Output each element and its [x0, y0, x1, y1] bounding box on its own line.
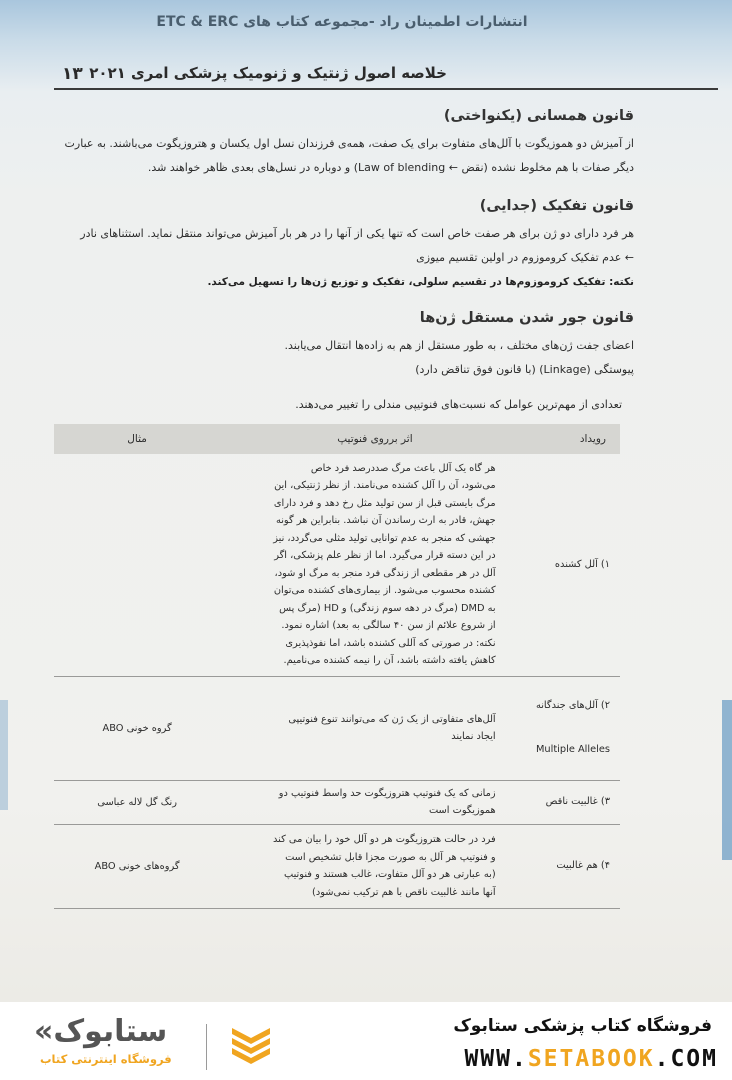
- effect-line: می‌شود، آن را آلل کشنده می‌نامند. از نظر ژنتیکی، این: [274, 480, 496, 492]
- effect-line: آلل‌های متفاوتی از یک ژن که می‌توانند تنوع فنوتیپی: [288, 713, 496, 725]
- effect-line: (به عبارتی هر دو آلل متفاوت، غالب هستند و فنوتیپ: [283, 869, 496, 880]
- text-line: دیگر صفات با هم مخلوط نشده (نقض ← Law of blending) و دوباره در نسل‌های بعدی ظاهر خواهند شد.: [147, 161, 634, 174]
- cell-effect: [220, 780, 529, 824]
- cell-effect: [220, 824, 529, 908]
- shop-url[interactable]: [464, 1046, 718, 1072]
- effect-line: آلل در هر مقطعی از زندگی فرد منجر به مرگ او شود،: [274, 567, 496, 579]
- text-line: پیوستگی (Linkage) (با قانون فوق تناقض دارد): [415, 363, 634, 376]
- effect-line: زمانی که یک فنوتیپ هتروزیگوت حد واسط فنوتیپ دو: [278, 787, 496, 799]
- page-edge-tab: [722, 700, 732, 860]
- effect-line: ایجاد نمایند: [451, 731, 496, 742]
- column-header-example: مثال: [54, 424, 220, 454]
- text-line: هر فرد دارای دو ژن برای هر صفت خاص است که تنها یکی از آنها را در هر بار آمیزش می‌تواند منتقل نماید. استثناهای نادر: [80, 227, 634, 240]
- section-heading-segregation: قانون تفکیک (جدایی): [479, 198, 634, 214]
- book-title: خلاصه اصول ژنتیک و ژنومیک پزشکی امری ۲۰۲۱: [89, 64, 447, 82]
- table-row: [54, 676, 620, 780]
- url-prefix: WWW.: [464, 1046, 528, 1072]
- table-caption: تعدادی از مهم‌ترین عوامل که نسبت‌های فنوتیپی مندلی را تغییر می‌دهند.: [295, 398, 622, 411]
- table-row: [54, 824, 620, 908]
- url-suffix: .COM: [654, 1046, 718, 1072]
- event-label: ۱) آلل کشنده: [554, 558, 610, 570]
- cell-event: [530, 676, 620, 780]
- cell-example: گروه‌های خونی ABO: [54, 824, 220, 908]
- segregation-note: نکته: تفکیک کروموزوم‌ها در تقسیم سلولی، تفکیک و توزیع ژن‌ها را تسهیل می‌کند.: [207, 276, 634, 288]
- page-edge-shade: [0, 700, 8, 810]
- section-heading-independent-assortment: قانون جور شدن مستقل ژن‌ها: [419, 310, 634, 326]
- effect-line: جهش، قادر به ارث رساندن آن نباشد. بنابراین هر گونه: [275, 515, 496, 527]
- mendelian-ratio-table: [54, 424, 620, 909]
- page-number: ۱۳: [62, 64, 83, 84]
- cell-example: [54, 454, 220, 676]
- series-header: انتشارات اطمینان راد -مجموعه کتاب های ETC & ERC: [156, 14, 528, 30]
- effect-line: مرگ بایستی قبل از سن تولید مثل رخ دهد و فرد دارای: [273, 497, 496, 509]
- event-label: ۲) آلل‌های جندگانه: [535, 700, 610, 711]
- brand-tagline: فروشگاه اینترنتی کتاب: [40, 1052, 172, 1066]
- logo-divider: [206, 1024, 207, 1070]
- text-line: اعضای جفت ژن‌های مختلف ، به طور مستقل از هم به زاده‌ها انتقال می‌یابند.: [284, 339, 634, 352]
- effect-line: هر گاه یک آلل باعث مرگ صددرصد فرد خاص: [310, 462, 496, 474]
- cell-event: [530, 824, 620, 908]
- brand-logo: «ستابوک: [34, 1014, 168, 1049]
- cell-example: گروه خونی ABO: [54, 676, 220, 780]
- cell-effect: [220, 454, 529, 676]
- section-text-segregation: [34, 222, 634, 270]
- effect-line: کاهش یافته داشته باشد، آن را نیمه کشنده می‌نامیم.: [283, 655, 496, 667]
- effect-line: جهشی که منجر به عدم توانایی تولید مثلی می‌گردد، نیز: [273, 532, 496, 544]
- header-divider: [54, 88, 718, 90]
- column-header-effect: اثر برروی فنوتیپ: [220, 424, 529, 454]
- table-row: [54, 454, 620, 676]
- cell-event: [530, 780, 620, 824]
- event-label: ۳) غالبیت ناقص: [545, 796, 610, 807]
- cell-example: رنگ گل لاله عباسی: [54, 780, 220, 824]
- effect-line: کشنده محسوب می‌شود. از بیماری‌های کشنده می‌توان: [273, 585, 496, 597]
- table-header-row: [54, 424, 620, 454]
- text-line: ← عدم تفکیک کروموزوم در اولین تقسیم میوزی: [416, 251, 634, 264]
- shop-name: فروشگاه کتاب پزشکی ستابوک: [453, 1016, 712, 1036]
- effect-line: و فنوتیپ هر آلل به صورت مجزا قابل تشخیص است: [285, 851, 496, 863]
- url-brand: SETABOOK: [527, 1046, 655, 1072]
- effect-line: از شروع علائم از سن ۴۰ سالگی به بعد) اشاره نمود.: [281, 620, 496, 632]
- section-heading-uniformity: قانون همسانی (یکنواختی): [443, 108, 634, 124]
- event-english-label: Multiple Alleles: [535, 744, 610, 755]
- cell-event: [530, 454, 620, 676]
- section-text-independent-assortment: [284, 334, 634, 382]
- footer-banner: [0, 1002, 732, 1080]
- column-header-event: رویداد: [530, 424, 620, 454]
- effect-line: فرد در حالت هتروزیگوت هر دو آلل خود را بیان می کند: [273, 834, 496, 845]
- effect-line: هموزیگوت است: [428, 805, 496, 816]
- event-label: ۴) هم غالبیت: [556, 860, 610, 871]
- section-text-uniformity: [44, 132, 634, 180]
- effect-line: نکته: در صورتی که آللی کشنده باشد، اما نفوذپذیری: [285, 637, 496, 649]
- effect-line: در این دسته قرار می‌گیرد. اما از نظر علم پزشکی، اگر: [274, 550, 496, 562]
- book-stack-icon: [228, 1020, 274, 1066]
- text-line: از آمیزش دو هموزیگوت با آلل‌های متفاوت برای یک صفت، همه‌ی فرزندان نسل اول یکسان و هتروزیگوت می‌باشند. به عبارت: [64, 137, 634, 150]
- table-row: [54, 780, 620, 824]
- effect-line: به DMD (مرگ در دهه سوم زندگی) و HD (مرگ پس: [279, 602, 496, 614]
- cell-effect: [220, 676, 529, 780]
- effect-line: آنها مانند غالبیت ناقص با هم ترکیب نمی‌شود): [312, 886, 496, 898]
